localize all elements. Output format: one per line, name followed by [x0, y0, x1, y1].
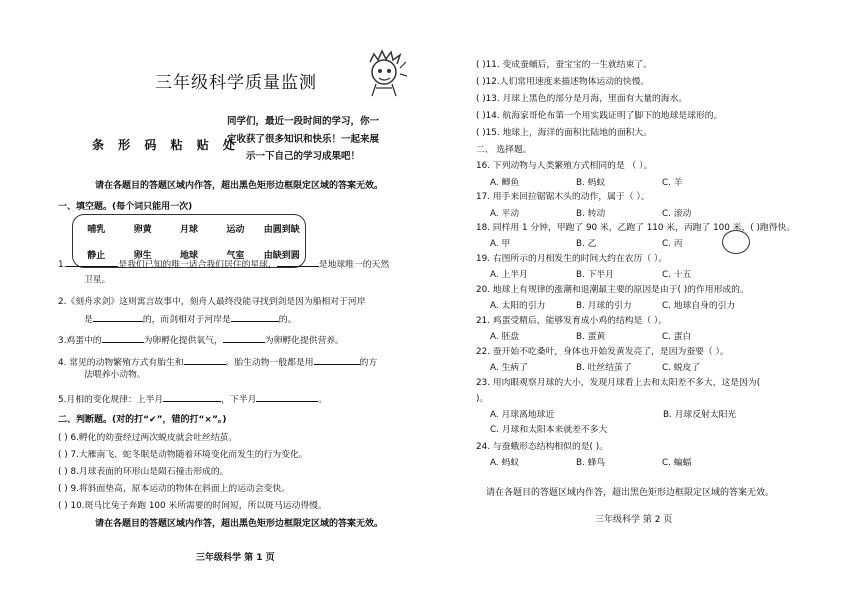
- blank-input[interactable]: [223, 332, 265, 343]
- answer-bracket[interactable]: ( ): [58, 501, 68, 511]
- word-bank-item: 月球: [179, 224, 198, 235]
- q-text: 10.斑马比兔子奔跑 100 米所需要的时间短，所以斑马运动得慢。: [70, 501, 327, 511]
- q-text: 12.人们常用速度来描述物体运动的快慢。: [485, 77, 650, 87]
- option-b[interactable]: B. 蛋黄: [576, 332, 606, 342]
- exam-title: 三年级科学质量监测: [155, 73, 317, 93]
- answer-bracket[interactable]: ( ): [58, 450, 68, 460]
- choice-options: [490, 177, 748, 190]
- q-text: 是我们已知的唯一适合我们居住的星球，: [118, 260, 277, 270]
- answer-area-notice: 请在各题目的答题区域内作答，超出黑色矩形边框限定区域的答案无效。: [95, 519, 384, 529]
- judge-item: [58, 483, 290, 496]
- intro-line: 同学们，最近一段时间的学习，你一: [226, 116, 379, 127]
- choice-question: 20. 地球上有规律的涨潮和退潮最主要的原因是由于( )的作用形成的。: [476, 285, 749, 295]
- word-bank-item: 卵生: [133, 250, 152, 261]
- intro-text: [218, 113, 388, 166]
- choice-question: 17. 用手来回拉锯锯木头的动作，属于（ ）。: [476, 192, 650, 202]
- q-number: 1.: [58, 260, 67, 270]
- question-1: [58, 256, 389, 272]
- section-choice-title: 二、 选择题。: [476, 145, 532, 155]
- answer-bracket[interactable]: ( ): [476, 60, 486, 70]
- option-c[interactable]: C. 月球和太阳本来就差不多大: [490, 425, 608, 435]
- q-text: 14. 航海家哥伦布第一个用实践证明了脚下的地球是球形的。: [485, 111, 723, 121]
- option-b[interactable]: B. 月球的引力: [576, 301, 632, 311]
- choice-options: [490, 238, 748, 251]
- word-bank-item: 由圆到缺: [263, 224, 300, 235]
- q-text: 。: [318, 395, 328, 405]
- option-c[interactable]: C. 蜕皮了: [662, 363, 701, 373]
- choice-options: [490, 457, 748, 470]
- q-text: 4. 常见的动物繁殖方式有胎生和: [58, 358, 184, 368]
- option-c[interactable]: C. 丙: [662, 239, 683, 249]
- q-text: 是地球唯一的天然: [318, 260, 390, 270]
- answer-bracket[interactable]: ( ): [476, 111, 486, 121]
- barcode-area-label: 条 形 码 粘 贴 处: [92, 138, 240, 152]
- q-text: 9.将斜面垫高，原本运动的物体在斜面上的运动会变快。: [70, 484, 290, 494]
- option-c[interactable]: C. 蛋白: [662, 332, 692, 342]
- q-text: )。: [476, 394, 489, 404]
- option-b[interactable]: B. 乙: [576, 239, 597, 249]
- word-bank-item: 哺乳: [87, 224, 106, 235]
- q-text: 8.月球表面的环形山是陨石撞击形成的。: [70, 467, 229, 477]
- question-2-cont: [84, 311, 296, 327]
- q-text: 是: [84, 315, 93, 325]
- judge-item: [58, 500, 327, 513]
- word-bank-item: 静止: [87, 250, 106, 261]
- option-a[interactable]: A. 甲: [490, 239, 511, 249]
- q-text: 13. 月球上黑色的部分是月海，里面有大量的海水。: [485, 94, 688, 104]
- option-c[interactable]: C. 滚动: [662, 209, 692, 219]
- page-footer: 三年级科学 第 1 页: [196, 553, 275, 563]
- option-b[interactable]: B. 吐丝结茧了: [576, 363, 632, 373]
- blank-input[interactable]: [184, 354, 226, 365]
- judge-item: [58, 432, 237, 445]
- choice-options: [490, 362, 748, 375]
- answer-area-notice: 请在各题目的答题区域内作答，超出黑色矩形边框限定区域的答案无效。: [95, 181, 384, 191]
- q-text: 为卵孵化提供营养。: [264, 336, 344, 346]
- option-a[interactable]: A. 月球离地球近: [490, 410, 555, 420]
- option-a[interactable]: A. 生病了: [490, 363, 528, 373]
- option-b[interactable]: B. 下半月: [576, 270, 615, 280]
- judge-item: [58, 466, 228, 479]
- option-a[interactable]: A. 平动: [490, 209, 520, 219]
- choice-options: [490, 300, 748, 313]
- option-b[interactable]: B. 蚂蚁: [576, 178, 606, 188]
- option-a[interactable]: A. 蚂蚁: [490, 458, 520, 468]
- q-text: 15. 地球上，海洋的面积比陆地的面积大。: [485, 128, 653, 138]
- q-text: 。胎生动物一般都是用: [225, 358, 314, 368]
- q-text: 卫星。: [84, 275, 111, 285]
- question-5: [58, 391, 327, 407]
- blank-input[interactable]: [231, 311, 279, 322]
- q-text: 的方: [359, 358, 378, 368]
- choice-options: [490, 331, 748, 344]
- option-c[interactable]: C. 蝙蝠: [662, 458, 692, 468]
- choice-question: 21. 鸡蛋受精后，能够发育成小鸡的结构是（ ）。: [476, 316, 668, 326]
- choice-question: 16. 下列动物与人类繁殖方式相同的是 （ ）。: [476, 161, 653, 171]
- choice-options: [490, 269, 748, 282]
- option-c[interactable]: C. 地球自身的引力: [662, 301, 736, 311]
- answer-bracket[interactable]: ( ): [476, 128, 486, 138]
- q-text: 的，而剑相对于河岸是: [142, 315, 231, 325]
- q-text: 的。: [278, 315, 297, 325]
- answer-bracket[interactable]: ( ): [58, 433, 68, 443]
- intro-line: 示一下自己的学习成果吧！: [245, 151, 360, 162]
- q-text: 7.大雁南飞、蛇冬眠是动物随着环境变化而发生的行为变化。: [70, 450, 308, 460]
- option-c[interactable]: C. 十五: [662, 270, 692, 280]
- q-text: 法喂养小动物。: [84, 370, 146, 380]
- section-fill-title: 一、填空题。(每个词只能用一次): [58, 202, 193, 212]
- option-a[interactable]: A. 胚盘: [490, 332, 520, 342]
- word-bank-item: 地球: [179, 250, 198, 261]
- section-judge-title: 二、判断题。(对的打“✔”，错的打“×”。): [58, 415, 227, 425]
- option-b[interactable]: B. 月球反射太阳光: [663, 410, 737, 420]
- question-4: [58, 354, 377, 370]
- judge-item: [476, 127, 652, 140]
- answer-bracket[interactable]: ( ): [58, 467, 68, 477]
- option-a[interactable]: A. 上半月: [490, 270, 528, 280]
- judge-item: [58, 449, 308, 462]
- option-b[interactable]: B. 蜂鸟: [576, 458, 606, 468]
- intro-line: 定收获了很多知识和快乐！一起来展: [226, 133, 379, 145]
- option-a[interactable]: A. 太阳的引力: [490, 301, 546, 311]
- choice-question: 24. 与蚕蛾形态结构相似的是( )。: [476, 442, 609, 452]
- q-text: ，下半月: [221, 395, 257, 405]
- choice-question: 18. 同样用 1 分钟，甲跑了 90 米，乙跑了 110 米，丙跑了 100 米，( )跑得快。: [476, 223, 796, 233]
- moon-phase-icon: [722, 230, 750, 254]
- judge-item: [476, 59, 652, 72]
- word-bank-item: 由缺到圆: [263, 250, 300, 261]
- option-b[interactable]: B. 转动: [576, 209, 606, 219]
- question-2: 2.《刻舟求剑》这则寓言故事中，刻舟人最终没能寻找到剑是因为船相对于河岸: [58, 297, 366, 307]
- q-text: 3.鸡蛋中的: [58, 336, 102, 346]
- q-text: 11. 变成蚕蛹后，蚕宝宝的一生就结束了。: [485, 60, 653, 70]
- judge-item: [476, 93, 687, 106]
- judge-item: [476, 110, 722, 123]
- blank-input[interactable]: [102, 332, 144, 343]
- word-bank-item: 气室: [226, 250, 245, 261]
- q-text: 5.月相的变化规律：上半月: [58, 395, 164, 405]
- choice-question: 19. 右图所示的月相发生的时间大约在农历（ ）。: [476, 254, 668, 264]
- word-bank-item: 卵黄: [133, 224, 152, 235]
- answer-area-notice: 请在各题目的答题区域内作答，超出黑色矩形边框限定区域的答案无效。: [486, 488, 775, 498]
- word-bank-item: 运动: [226, 224, 245, 235]
- choice-question: 22. 蚕开始不吃桑叶，身体也开始发黄发亮了，是因为蚕要（ ）。: [476, 347, 729, 357]
- blank-input[interactable]: [256, 391, 318, 402]
- option-a[interactable]: A. 鲫鱼: [490, 178, 520, 188]
- option-c[interactable]: C. 羊: [662, 178, 683, 188]
- answer-bracket[interactable]: ( ): [476, 94, 486, 104]
- blank-input[interactable]: [277, 256, 319, 267]
- page-footer: 三年级科学 第 2 页: [595, 515, 673, 525]
- q-text: 为卵孵化提供氧气，: [143, 336, 223, 346]
- question-3: [58, 332, 344, 348]
- blank-input[interactable]: [66, 256, 118, 267]
- choice-options: [490, 208, 748, 221]
- blank-input[interactable]: [163, 391, 221, 402]
- blank-input[interactable]: [93, 311, 143, 322]
- exam-page-2: [430, 0, 860, 608]
- judge-item: [476, 76, 649, 89]
- answer-bracket[interactable]: ( ): [476, 77, 486, 87]
- answer-bracket[interactable]: ( ): [58, 484, 68, 494]
- blank-input[interactable]: [314, 354, 360, 365]
- cartoon-mascot-icon: [362, 48, 408, 100]
- choice-question: 23. 用肉眼观察月球的大小，发现月球看上去和太阳差不多大，这是因为(: [476, 378, 761, 388]
- q-text: 6.孵化的幼蚕经过两次蜕皮就会吐丝结茧。: [70, 433, 238, 443]
